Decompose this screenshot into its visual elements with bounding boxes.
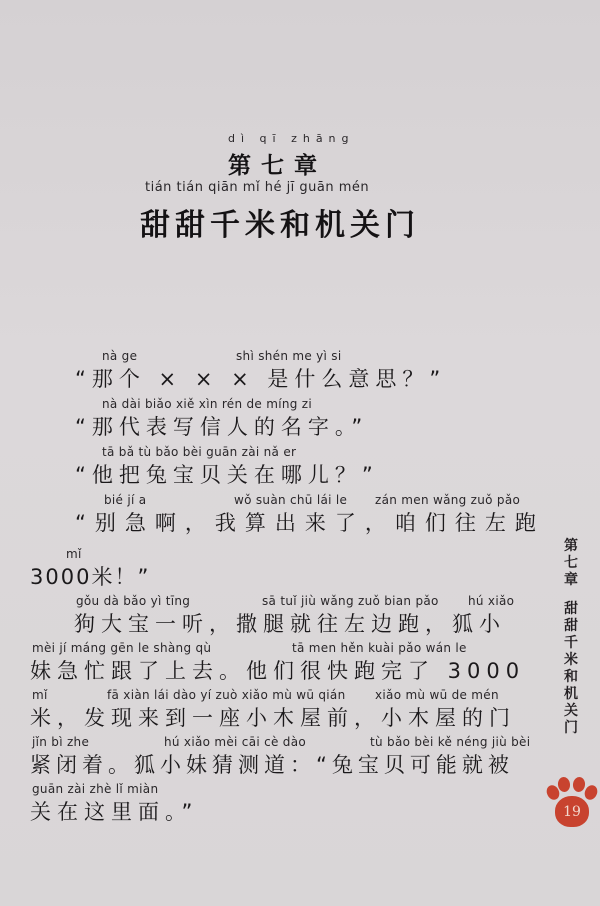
line-pinyin: mǐ — [66, 547, 82, 561]
page-number: 19 — [563, 804, 581, 820]
line-pinyin: tā bǎ tù bǎo bèi guān zài nǎ er — [102, 445, 297, 459]
sidebar-char: 千 — [564, 635, 578, 651]
paw-toe — [557, 776, 571, 793]
line-text: “别急啊，我算出来了，咱们往左跑 — [75, 511, 545, 535]
line-pinyin: gǒu dà bǎo yì tīng — [76, 594, 191, 608]
line-pinyin: bié jí a — [104, 493, 147, 507]
sidebar-chapter — [558, 538, 584, 589]
line-pinyin: sā tuǐ jiù wǎng zuǒ bian pǎo — [262, 594, 439, 608]
sidebar-char: 米 — [564, 652, 578, 668]
line-pinyin: tā men hěn kuài pǎo wán le — [292, 641, 467, 655]
sidebar-title — [558, 601, 584, 737]
title-pinyin: tián tián qiān mǐ hé jī guān mén — [145, 180, 370, 195]
paw-toe — [582, 783, 599, 802]
sidebar-char: 机 — [564, 686, 578, 702]
sidebar-char: 甜 — [564, 601, 578, 617]
sidebar-char: 甜 — [564, 618, 578, 634]
sidebar-char: 章 — [564, 572, 578, 588]
sidebar-char: 第 — [564, 538, 578, 554]
sidebar-char: 七 — [564, 555, 578, 571]
line-text: 关在这里面。” — [30, 800, 199, 824]
line-pinyin: wǒ suàn chū lái le — [234, 493, 348, 507]
line-text: “那个 × × × 是什么意思？” — [75, 367, 447, 391]
line-text: 妹急忙跟了上去。他们很快跑完了 3000 — [30, 659, 526, 683]
line-text: “那代表写信人的名字。” — [75, 415, 369, 439]
line-pinyin: hú xiǎo — [468, 594, 515, 608]
paw-print-icon — [543, 777, 600, 835]
line-pinyin: jǐn bì zhe — [32, 735, 90, 749]
line-pinyin: tù bǎo bèi kě néng jiù bèi — [370, 735, 531, 749]
line-pinyin: zán men wǎng zuǒ pǎo — [375, 493, 521, 507]
line-text: 紧闭着。狐小妹猜测道：“兔宝贝可能就被 — [30, 753, 514, 777]
line-pinyin: nà dài biǎo xiě xìn rén de míng zi — [102, 397, 313, 411]
line-pinyin: mèi jí máng gēn le shàng qù — [32, 641, 212, 655]
line-text: “他把兔宝贝关在哪儿？” — [75, 463, 379, 487]
main-title: 甜甜千米和机关门 — [140, 208, 420, 243]
chapter-title: 第七章 — [228, 153, 327, 179]
line-text: 狗大宝一听，撒腿就往左边跑，狐小 — [74, 612, 506, 636]
sidebar-char: 关 — [564, 703, 578, 719]
sidebar-chapter-label — [558, 538, 584, 737]
line-pinyin: nà ge — [102, 349, 138, 363]
line-pinyin: fā xiàn lái dào yí zuò xiǎo mù wū qián — [107, 688, 346, 702]
paw-toe — [572, 776, 586, 793]
line-pinyin: mǐ — [32, 688, 48, 702]
line-text: 3000米！” — [30, 565, 151, 589]
line-pinyin: hú xiǎo mèi cāi cè dào — [164, 735, 306, 749]
sidebar-char: 和 — [564, 669, 578, 685]
line-text: 米，发现来到一座小木屋前，小木屋的门 — [30, 706, 516, 730]
line-pinyin: shì shén me yì si — [236, 349, 342, 363]
chapter-pinyin: dì qī zhāng — [228, 132, 355, 145]
line-pinyin: xiǎo mù wū de mén — [375, 688, 499, 702]
sidebar-char: 门 — [564, 720, 578, 736]
line-pinyin: guān zài zhè lǐ miàn — [32, 782, 159, 796]
